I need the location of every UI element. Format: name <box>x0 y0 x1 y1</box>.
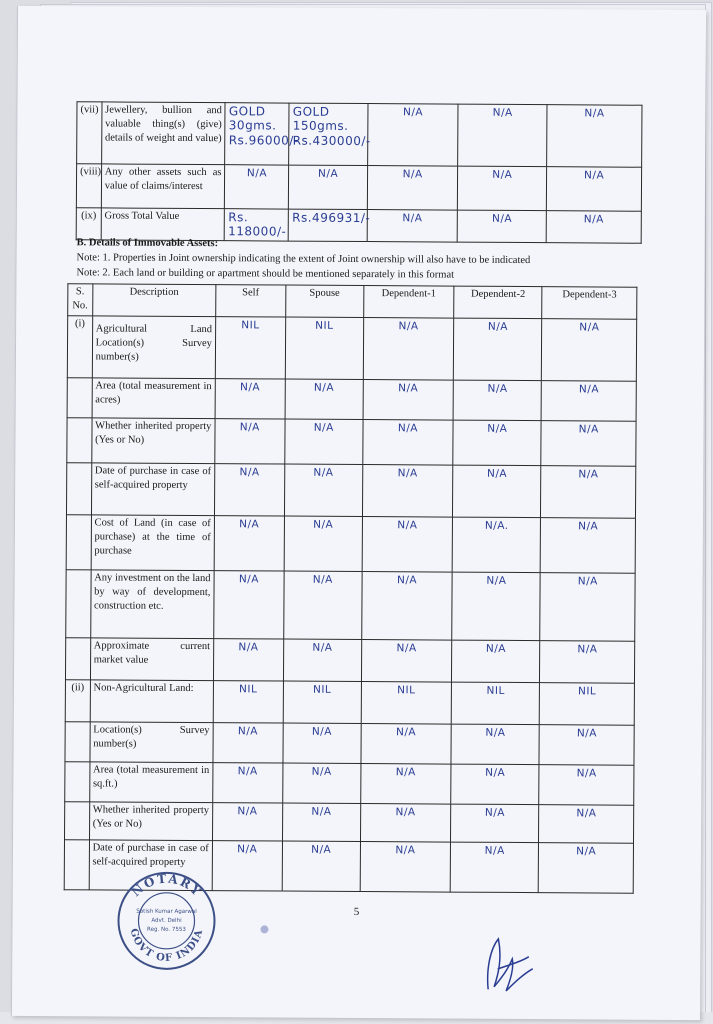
row-description: Jewellery, bullion and valuable thing(s) (give) details of weight and value) <box>101 102 225 165</box>
page-number: 5 <box>353 905 360 919</box>
note-1: Note: 1. Properties in Joint ownership indicating the extent of Joint ownership will also have to be indicated <box>76 252 531 267</box>
row-description: Cost of Land (in case of purchase) at the time of purchase <box>91 515 215 571</box>
table-row <box>65 762 634 805</box>
value-dependent-2: N/A <box>451 724 540 765</box>
row-description: Date of purchase in case of self-acquired property <box>89 840 213 891</box>
row-description: Whether inherited property (Yes or No) <box>89 802 212 841</box>
table-header-row <box>68 284 637 319</box>
table-row <box>66 463 635 518</box>
value-dependent-2: N/A <box>451 804 540 843</box>
value-dependent-2: N/A <box>453 465 542 518</box>
value-dependent-3: N/A <box>540 641 635 684</box>
value-dependent-1: N/A <box>362 465 453 518</box>
header-dependent-1: Dependent-1 <box>363 286 454 319</box>
header-description: Description <box>92 284 215 317</box>
value-dependent-2: N/A <box>453 380 542 421</box>
value-dependent-1: N/A <box>367 166 458 211</box>
table-row <box>77 102 642 167</box>
value-spouse: N/A <box>284 464 362 516</box>
value-self: N/A <box>213 639 283 681</box>
value-dependent-2: N/A <box>453 318 542 381</box>
header-spouse: Spouse <box>285 285 363 317</box>
value-dependent-3: N/A <box>542 381 637 422</box>
value-self: N/A <box>213 723 283 763</box>
value-dependent-1: N/A <box>363 318 454 381</box>
value-dependent-1: N/A <box>363 380 454 421</box>
value-dependent-1: N/A <box>361 640 452 683</box>
value-spouse: N/A <box>282 763 360 803</box>
value-self: N/A <box>212 803 282 841</box>
value-dependent-1: NIL <box>361 682 452 725</box>
value-self: N/A <box>225 165 289 209</box>
value-self: Rs. 118000/- <box>225 209 289 241</box>
value-dependent-3: N/A <box>540 573 635 642</box>
value-dependent-1: N/A <box>363 420 454 466</box>
value-dependent-3: N/A <box>539 843 634 894</box>
row-description: Area (total measurement in sq.ft.) <box>89 762 212 803</box>
notary-stamp <box>114 869 219 974</box>
value-dependent-1: N/A <box>362 517 453 573</box>
row-number <box>64 802 89 840</box>
row-description: Area (total measurement in acres) <box>92 378 215 419</box>
table-row <box>65 722 634 765</box>
value-dependent-2: N/A. <box>452 517 541 573</box>
svg-text:Advt. Delhi: Advt. Delhi <box>151 917 182 924</box>
value-dependent-3: N/A <box>547 105 642 168</box>
row-number: (ii) <box>65 680 90 722</box>
value-dependent-2: N/A <box>451 764 540 805</box>
row-number: (ix) <box>76 208 101 240</box>
value-self: N/A <box>214 571 284 639</box>
movable-assets-table <box>76 101 643 243</box>
value-dependent-1: N/A <box>360 804 451 843</box>
value-spouse: N/A <box>283 571 361 639</box>
row-number: (i) <box>67 316 92 378</box>
section-heading: B. Details of Immovable Assets: <box>76 237 219 250</box>
value-dependent-1: N/A <box>361 572 452 641</box>
value-dependent-3: N/A <box>539 765 634 806</box>
value-spouse: N/A <box>285 419 363 464</box>
row-number <box>66 515 91 570</box>
value-spouse: N/A <box>282 803 360 841</box>
row-description: Approximate current market value <box>90 638 213 681</box>
svg-text:Satish Kumar Agarwal: Satish Kumar Agarwal <box>136 908 197 916</box>
header-dependent-3: Dependent-3 <box>542 287 637 320</box>
value-self: N/A <box>214 516 284 571</box>
value-spouse: Rs.496931/- <box>289 209 368 241</box>
header-dependent-2: Dependent-2 <box>454 286 543 319</box>
row-number <box>65 762 90 802</box>
value-dependent-1: N/A <box>367 104 458 167</box>
svg-text:Reg. No. 7553: Reg. No. 7553 <box>147 926 186 933</box>
value-dependent-3: N/A <box>541 421 636 467</box>
row-description: Gross Total Value <box>101 208 225 241</box>
value-dependent-2: N/A <box>452 572 541 641</box>
value-spouse: NIL <box>285 317 363 379</box>
value-spouse: N/A <box>282 841 360 891</box>
value-dependent-1: N/A <box>360 842 451 893</box>
value-dependent-3: N/A <box>541 518 636 574</box>
value-self: N/A <box>212 841 282 891</box>
row-number <box>67 378 92 418</box>
table-row <box>65 680 634 725</box>
row-number <box>65 722 90 762</box>
row-description: Location(s) Survey number(s) <box>90 722 213 763</box>
table-row <box>65 638 634 683</box>
table-row <box>67 418 636 466</box>
table-row <box>66 515 635 573</box>
value-dependent-2: N/A <box>458 210 547 242</box>
value-dependent-1: N/A <box>367 210 458 242</box>
row-number <box>64 840 89 890</box>
value-dependent-3: N/A <box>539 725 634 766</box>
value-dependent-3: N/A <box>539 805 634 844</box>
row-number <box>65 638 90 680</box>
value-dependent-3: NIL <box>540 683 635 726</box>
row-number <box>67 418 92 463</box>
value-dependent-2: N/A <box>458 104 547 167</box>
table-row <box>64 802 633 843</box>
row-description: Agricultural Land Location(s) Survey number(s) <box>92 316 216 379</box>
table-row <box>67 378 636 421</box>
value-dependent-2: N/A <box>450 842 539 893</box>
value-self: N/A <box>213 763 283 803</box>
table-row <box>66 570 635 641</box>
value-spouse: N/A <box>289 165 368 209</box>
table-row <box>76 164 641 211</box>
row-number <box>66 463 91 515</box>
value-spouse: N/A <box>283 723 361 763</box>
value-dependent-3: N/A <box>546 167 641 212</box>
value-dependent-2: N/A <box>458 166 547 211</box>
value-self: GOLD 30gms. Rs.96000/- <box>225 103 289 165</box>
row-description: Any investment on the land by way of development, construction etc. <box>90 570 214 639</box>
header-self: Self <box>216 285 286 317</box>
value-self: N/A <box>215 379 285 419</box>
row-description: Any other assets such as value of claims/interest <box>101 164 225 209</box>
svg-text:GOVT OF INDIA: GOVT OF INDIA <box>127 927 206 965</box>
immovable-assets-table <box>64 283 638 893</box>
value-self: N/A <box>215 419 285 464</box>
value-spouse: N/A <box>283 639 361 681</box>
row-number: (vii) <box>77 102 102 164</box>
value-dependent-3: N/A <box>546 211 641 243</box>
ink-dot <box>258 923 270 935</box>
row-description: Non-Agricultural Land: <box>90 680 213 723</box>
row-description: Whether inherited property (Yes or No) <box>91 418 215 464</box>
svg-text:NOTARY: NOTARY <box>128 871 205 900</box>
document-page <box>11 6 706 1020</box>
value-spouse: N/A <box>284 516 362 571</box>
value-dependent-1: N/A <box>360 764 451 805</box>
signature <box>468 929 538 999</box>
value-dependent-1: N/A <box>361 724 452 765</box>
note-2: Note: 2. Each land or building or apartment should be mentioned separately in this format <box>76 267 455 281</box>
value-dependent-3: N/A <box>541 466 636 519</box>
value-dependent-3: N/A <box>542 319 637 382</box>
value-self: NIL <box>215 317 285 379</box>
value-dependent-2: NIL <box>451 682 540 725</box>
header-sno: S. No. <box>68 284 93 316</box>
value-spouse: GOLD 150gms. Rs.430000/- <box>289 103 368 165</box>
row-number: (viii) <box>76 164 101 208</box>
value-self: N/A <box>214 464 284 516</box>
value-spouse: NIL <box>283 681 361 723</box>
row-number <box>66 570 91 638</box>
value-dependent-2: N/A <box>453 420 542 466</box>
value-dependent-2: N/A <box>452 640 541 683</box>
value-spouse: N/A <box>285 379 363 419</box>
row-description: Date of purchase in case of self-acquired property <box>91 463 215 516</box>
table-row <box>67 316 636 381</box>
value-self: NIL <box>213 681 283 723</box>
